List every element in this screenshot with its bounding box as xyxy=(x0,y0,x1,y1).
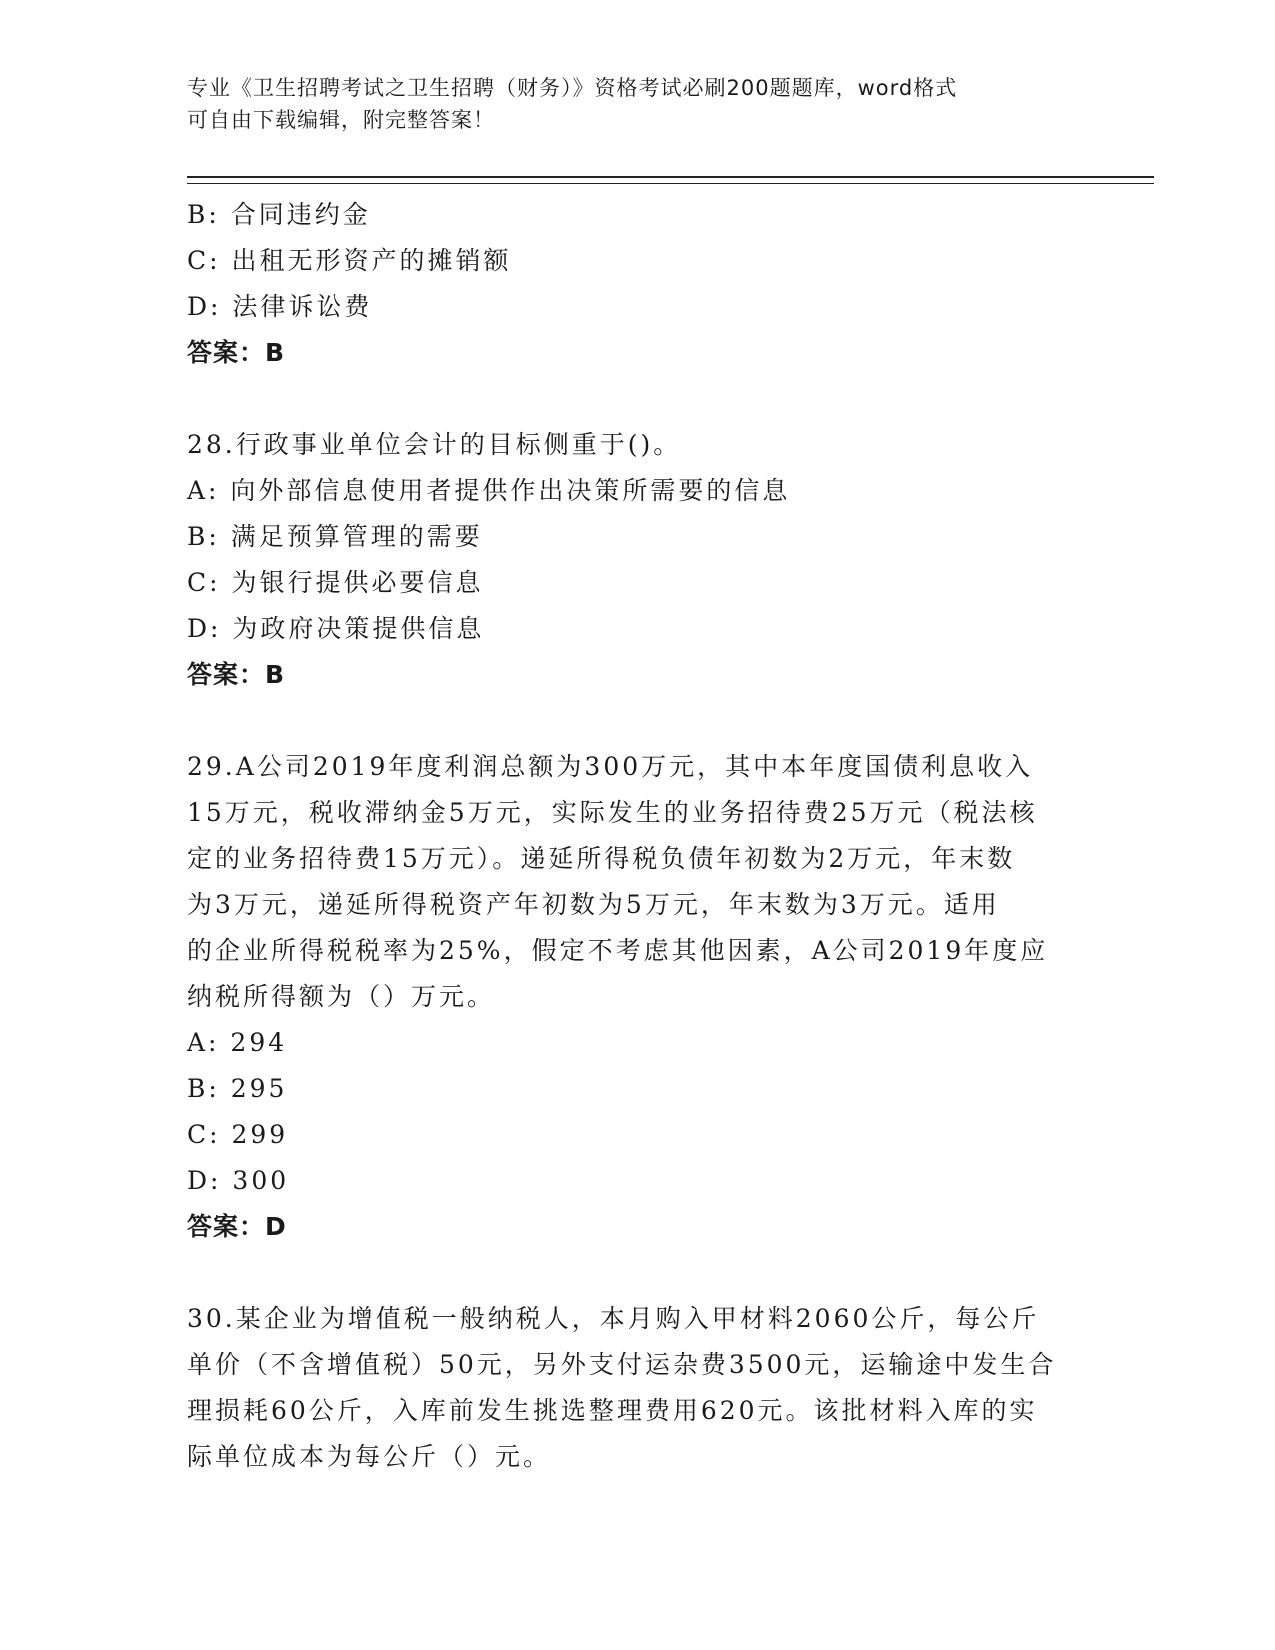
document-header xyxy=(187,72,1067,136)
question-27-tail xyxy=(187,192,1087,376)
option-c: C: 299 xyxy=(187,1120,289,1149)
header-line-1: 专业《卫生招聘考试之卫生招聘（财务）》资格考试必刷200题题库，word格式 xyxy=(187,76,958,100)
question-stem-line: 单价（不含增值税）50元，另外支付运杂费3500元，运输途中发生合 xyxy=(187,1350,1057,1379)
question-stem-line: 15万元，税收滞纳金5万元，实际发生的业务招待费25万元（税法核 xyxy=(187,798,1038,827)
option-b: B: 295 xyxy=(187,1074,288,1103)
question-stem-line: 际单位成本为每公斤（）元。 xyxy=(187,1442,552,1471)
spacer xyxy=(187,1250,1087,1296)
header-rule-thick xyxy=(187,176,1154,178)
answer: 答案：B xyxy=(187,660,286,689)
spacer xyxy=(187,698,1087,744)
question-29 xyxy=(187,744,1087,1250)
header-rule-thin xyxy=(187,183,1154,184)
question-list xyxy=(187,192,1087,1480)
option-b: B: 合同违约金 xyxy=(187,200,371,229)
option-b: B: 满足预算管理的需要 xyxy=(187,522,483,551)
question-stem-line: 30.某企业为增值税一般纳税人，本月购入甲材料2060公斤，每公斤 xyxy=(187,1304,1040,1333)
option-c: C: 为银行提供必要信息 xyxy=(187,568,484,597)
question-stem-line: 理损耗60公斤，入库前发生挑选整理费用620元。该批材料入库的实 xyxy=(187,1396,1038,1425)
option-d: D: 为政府决策提供信息 xyxy=(187,614,485,643)
answer: 答案：B xyxy=(187,338,286,367)
question-stem: 28.行政事业单位会计的目标侧重于()。 xyxy=(187,430,682,459)
question-28 xyxy=(187,422,1087,698)
question-stem-line: 为3万元，递延所得税资产年初数为5万元，年末数为3万元。适用 xyxy=(187,890,1000,919)
question-stem-line: 纳税所得额为（）万元。 xyxy=(187,982,496,1011)
option-c: C: 出租无形资产的摊销额 xyxy=(187,246,512,275)
question-stem-line: 的企业所得税税率为25%，假定不考虑其他因素，A公司2019年度应 xyxy=(187,936,1049,965)
spacer xyxy=(187,376,1087,422)
option-a: A: 向外部信息使用者提供作出决策所需要的信息 xyxy=(187,476,791,505)
option-a: A: 294 xyxy=(187,1028,288,1057)
question-stem-line: 定的业务招待费15万元）。递延所得税负债年初数为2万元，年末数 xyxy=(187,844,1016,873)
header-line-2: 可自由下载编辑，附完整答案！ xyxy=(187,108,495,132)
option-d: D: 300 xyxy=(187,1166,290,1195)
question-30 xyxy=(187,1296,1087,1480)
option-d: D: 法律诉讼费 xyxy=(187,292,373,321)
question-stem-line: 29.A公司2019年度利润总额为300万元，其中本年度国债利息收入 xyxy=(187,752,1034,781)
answer: 答案：D xyxy=(187,1212,287,1241)
